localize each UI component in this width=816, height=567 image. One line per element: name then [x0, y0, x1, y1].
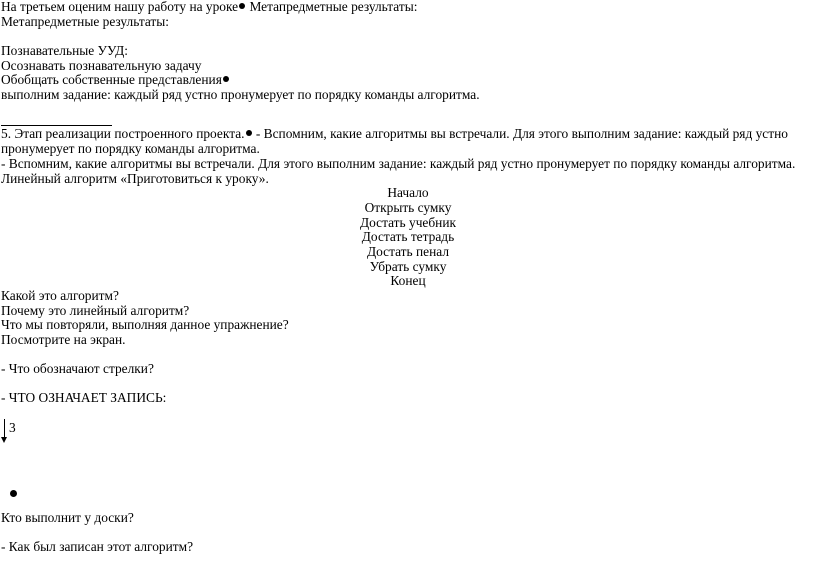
uud-task: выполним задание: каждый ряд устно пронумерует по порядку команды алгоритма.	[1, 87, 480, 102]
question-8: - Как был записан этот алгоритм?	[1, 539, 194, 554]
stage-line-1: 5. Этап реализации построенного проекта. - Вспомним, какие алгоритмы вы встречали. Для этого выполним задание: каждый ряд устно	[1, 126, 788, 141]
stage-line-2: пронумерует по порядку команды алгоритма.	[1, 141, 260, 156]
bullet-dot-icon	[223, 76, 229, 82]
question-2: Почему это линейный алгоритм?	[1, 303, 190, 318]
record-number: 3	[9, 420, 16, 435]
algorithm-step: Начало	[387, 185, 429, 200]
question-4: Посмотрите на экран.	[1, 332, 126, 347]
bullet-dot-icon	[239, 3, 245, 9]
arrow-head-icon	[1, 437, 7, 443]
bullet-dot-icon	[10, 490, 17, 497]
algorithm-step: Достать пенал	[366, 244, 450, 259]
uud-item-1: Осознавать познавательную задачу	[1, 58, 202, 73]
question-5: - Что обозначают стрелки?	[1, 361, 154, 376]
bullet-dot-icon	[246, 130, 252, 136]
down-arrow-icon	[4, 419, 5, 439]
algorithm-step: Достать учебник	[359, 215, 457, 230]
stage-line-4: Линейный алгоритм «Приготовиться к уроку».	[1, 171, 269, 186]
uud-item-2: Обобщать собственные представления	[1, 73, 230, 88]
question-6: - ЧТО ОЗНАЧАЕТ ЗАПИСЬ:	[1, 390, 167, 405]
uud-heading: Познавательные УУД:	[1, 43, 129, 58]
intro-line-2: Метапредметные результаты:	[1, 14, 169, 29]
intro-line-1: На третьем оценим нашу работу на уроке Метапредметные результаты:	[1, 0, 418, 14]
algorithm-step: Конец	[390, 273, 426, 288]
stage-line-3: - Вспомним, какие алгоритмы вы встречали. Для этого выполним задание: каждый ряд устно пронумерует по порядку команды алгоритма.	[1, 156, 796, 171]
algorithm-step: Достать тетрадь	[361, 229, 455, 244]
question-7: Кто выполнит у доски?	[1, 510, 134, 525]
algorithm-step: Открыть сумку	[364, 200, 452, 215]
algorithm-step: Убрать сумку	[369, 259, 447, 274]
question-3: Что мы повторяли, выполняя данное упражнение?	[1, 317, 289, 332]
question-1: Какой это алгоритм?	[1, 288, 119, 303]
